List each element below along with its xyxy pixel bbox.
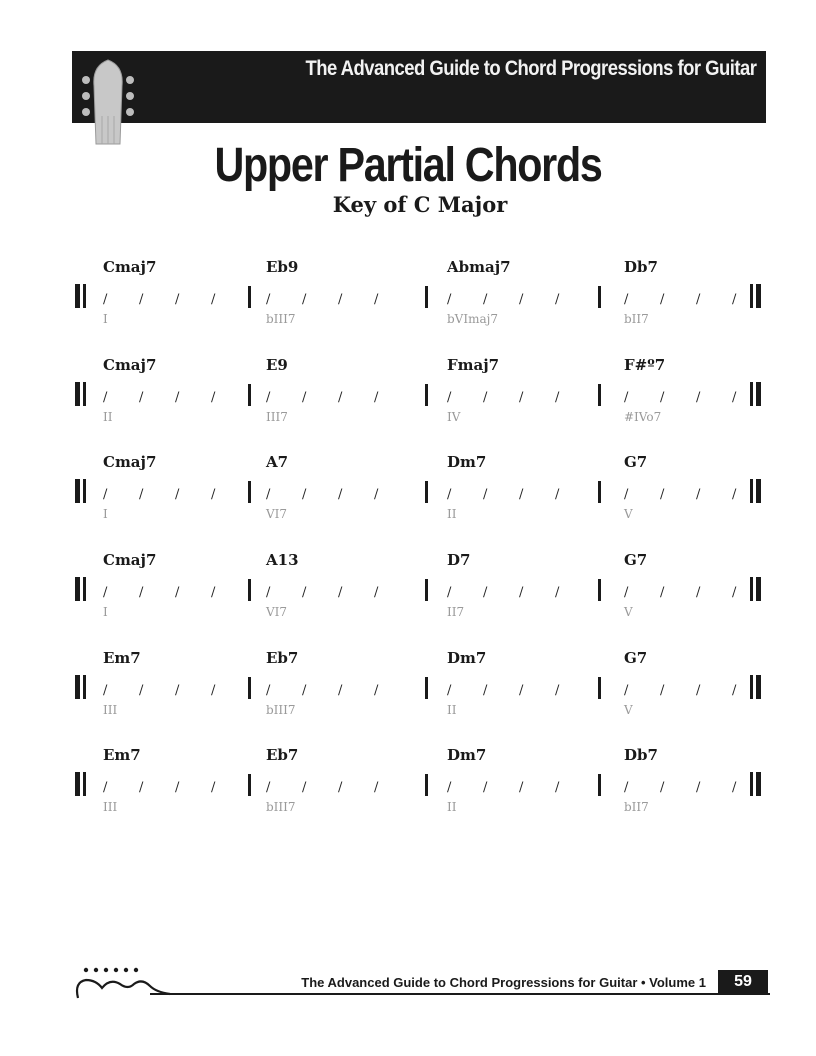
beat-slash: / [266,487,271,502]
beat-slash: / [660,780,665,795]
chord-symbol: A7 [266,453,289,471]
beat-slash: / [266,683,271,698]
beat-slash: / [338,683,343,698]
bar-line [425,286,428,308]
chord-symbol: Cmaj7 [103,258,157,276]
beat-slash: / [211,683,216,698]
beat-slash: / [624,585,629,600]
roman-numeral: bII7 [624,800,649,814]
opening-double-bar [75,577,80,601]
chord-row [0,258,816,338]
opening-double-bar [75,675,80,699]
opening-double-bar [83,479,86,503]
roman-numeral: IV [447,410,461,424]
chord-symbol: Cmaj7 [103,453,157,471]
beat-slash: / [211,585,216,600]
beat-slash: / [447,487,452,502]
bar-line [425,677,428,699]
roman-numeral: bVImaj7 [447,312,498,326]
chord-symbol: E9 [266,356,288,374]
bar-line [598,579,601,601]
footer-text: The Advanced Guide to Chord Progressions for Guitar • Volume 1 [301,975,706,990]
roman-numeral: II [447,703,457,717]
closing-double-bar [756,772,761,796]
beat-slashes [103,585,247,600]
beat-slash: / [624,487,629,502]
bar-line [248,774,251,796]
roman-numeral: bIII7 [266,312,296,326]
bar-line [425,579,428,601]
beat-slash: / [211,292,216,307]
roman-numeral: V [624,605,633,619]
beat-slash: / [447,292,452,307]
opening-double-bar [75,284,80,308]
beat-slashes [447,780,591,795]
chord-symbol: Dm7 [447,649,487,667]
beat-slash: / [374,585,379,600]
roman-numeral: I [103,312,108,326]
beat-slashes [103,683,247,698]
beat-slash: / [732,487,737,502]
closing-double-bar [750,675,753,699]
beat-slashes [103,292,247,307]
roman-numeral: I [103,605,108,619]
beat-slash: / [266,292,271,307]
beat-slash: / [302,292,307,307]
beat-slash: / [555,585,560,600]
chord-symbol: D7 [447,551,471,569]
beat-slash: / [374,487,379,502]
closing-double-bar [756,479,761,503]
roman-numeral: II [103,410,113,424]
beat-slash: / [696,780,701,795]
bar-line [598,384,601,406]
opening-double-bar [75,772,80,796]
beat-slash: / [139,487,144,502]
beat-slash: / [139,292,144,307]
beat-slash: / [302,487,307,502]
beat-slash: / [732,683,737,698]
beat-slash: / [519,585,524,600]
beat-slash: / [447,585,452,600]
bar-line [598,481,601,503]
beat-slash: / [660,292,665,307]
chord-symbol: Cmaj7 [103,356,157,374]
beat-slash: / [447,780,452,795]
chord-symbol: A13 [266,551,299,569]
roman-numeral: II [447,507,457,521]
beat-slashes [266,585,410,600]
beat-slash: / [519,780,524,795]
beat-slash: / [696,487,701,502]
beat-slash: / [175,292,180,307]
chord-symbol: Dm7 [447,746,487,764]
chord-row [0,453,816,533]
roman-numeral: bII7 [624,312,649,326]
page-number-box [718,970,768,994]
opening-double-bar [75,382,80,406]
beat-slash: / [519,292,524,307]
beat-slash: / [555,292,560,307]
beat-slash: / [338,390,343,405]
beat-slash: / [624,780,629,795]
footer-rule [150,993,770,995]
closing-double-bar [756,284,761,308]
beat-slash: / [175,390,180,405]
beat-slash: / [624,292,629,307]
beat-slash: / [266,780,271,795]
closing-double-bar [750,479,753,503]
beat-slash: / [483,780,488,795]
roman-numeral: bIII7 [266,703,296,717]
beat-slash: / [519,390,524,405]
beat-slash: / [696,292,701,307]
beat-slash: / [660,487,665,502]
roman-numeral: V [624,507,633,521]
chord-symbol: Eb7 [266,746,299,764]
beat-slash: / [103,585,108,600]
beat-slashes [103,780,247,795]
beat-slash: / [338,585,343,600]
beat-slash: / [555,390,560,405]
beat-slash: / [211,487,216,502]
chord-symbol: G7 [624,551,648,569]
beat-slash: / [103,683,108,698]
opening-double-bar [83,675,86,699]
beat-slash: / [175,585,180,600]
beat-slash: / [483,487,488,502]
beat-slash: / [338,487,343,502]
beat-slash: / [447,683,452,698]
closing-double-bar [750,382,753,406]
beat-slashes [103,487,247,502]
bar-line [598,774,601,796]
beat-slashes [447,683,591,698]
roman-numeral: III7 [266,410,288,424]
chord-row [0,551,816,631]
bar-line [248,677,251,699]
chord-symbol: Fmaj7 [447,356,500,374]
chord-symbol: G7 [624,453,648,471]
opening-double-bar [83,772,86,796]
opening-double-bar [83,382,86,406]
beat-slash: / [139,780,144,795]
chord-symbol: Eb7 [266,649,299,667]
guitar-swoosh-icon [72,962,172,1002]
roman-numeral: II [447,800,457,814]
bar-line [248,384,251,406]
beat-slash: / [302,585,307,600]
beat-slashes [266,487,410,502]
bar-line [598,286,601,308]
opening-double-bar [83,284,86,308]
chord-row [0,649,816,729]
roman-numeral: I [103,507,108,521]
beat-slash: / [139,683,144,698]
beat-slash: / [555,683,560,698]
roman-numeral: VI7 [266,507,288,521]
beat-slashes [624,292,768,307]
beat-slash: / [660,390,665,405]
beat-slash: / [302,390,307,405]
chord-row [0,746,816,826]
beat-slashes [266,292,410,307]
beat-slash: / [302,683,307,698]
beat-slash: / [175,683,180,698]
beat-slash: / [624,390,629,405]
beat-slash: / [624,683,629,698]
beat-slash: / [732,292,737,307]
beat-slashes [447,487,591,502]
beat-slash: / [483,390,488,405]
beat-slashes [266,780,410,795]
roman-numeral: V [624,703,633,717]
beat-slash: / [732,780,737,795]
chord-symbol: Db7 [624,258,658,276]
opening-double-bar [75,479,80,503]
beat-slash: / [338,780,343,795]
chord-row [0,356,816,436]
header-title: The Advanced Guide to Chord Progressions for Guitar [305,57,756,80]
beat-slash: / [696,683,701,698]
beat-slashes [624,585,768,600]
beat-slashes [624,780,768,795]
beat-slashes [624,390,768,405]
chord-symbol: Dm7 [447,453,487,471]
beat-slash: / [175,780,180,795]
bar-line [248,579,251,601]
roman-numeral: III [103,800,118,814]
page-number: 59 [734,973,752,990]
beat-slash: / [338,292,343,307]
beat-slash: / [519,487,524,502]
beat-slashes [447,292,591,307]
beat-slash: / [483,585,488,600]
beat-slash: / [374,780,379,795]
bar-line [248,286,251,308]
roman-numeral: #IVo7 [624,410,662,424]
beat-slash: / [483,683,488,698]
chord-symbol: Em7 [103,649,141,667]
beat-slash: / [103,390,108,405]
beat-slash: / [374,683,379,698]
beat-slash: / [211,780,216,795]
bar-line [425,481,428,503]
beat-slash: / [139,585,144,600]
beat-slash: / [555,487,560,502]
closing-double-bar [756,577,761,601]
chord-symbol: Abmaj7 [447,258,511,276]
beat-slash: / [302,780,307,795]
bar-line [425,774,428,796]
beat-slash: / [139,390,144,405]
beat-slashes [266,390,410,405]
beat-slash: / [266,390,271,405]
chord-symbol: Em7 [103,746,141,764]
beat-slash: / [103,780,108,795]
opening-double-bar [83,577,86,601]
beat-slash: / [103,292,108,307]
beat-slash: / [266,585,271,600]
chord-symbol: F#º7 [624,356,666,374]
beat-slashes [624,487,768,502]
bar-line [598,677,601,699]
beat-slash: / [696,585,701,600]
bar-line [425,384,428,406]
roman-numeral: II7 [447,605,465,619]
beat-slash: / [555,780,560,795]
beat-slash: / [732,585,737,600]
beat-slash: / [374,292,379,307]
beat-slash: / [696,390,701,405]
beat-slash: / [519,683,524,698]
closing-double-bar [750,284,753,308]
chord-symbol: Db7 [624,746,658,764]
beat-slash: / [660,585,665,600]
closing-double-bar [756,675,761,699]
beat-slash: / [103,487,108,502]
chord-symbol: Cmaj7 [103,551,157,569]
roman-numeral: VI7 [266,605,288,619]
page-subtitle: Key of C Major [332,192,508,217]
beat-slashes [447,390,591,405]
beat-slashes [624,683,768,698]
beat-slashes [103,390,247,405]
chord-symbol: Eb9 [266,258,299,276]
roman-numeral: III [103,703,118,717]
beat-slash: / [447,390,452,405]
beat-slashes [266,683,410,698]
bar-line [248,481,251,503]
beat-slash: / [660,683,665,698]
page-title: Upper Partial Chords [214,139,602,192]
closing-double-bar [750,772,753,796]
beat-slash: / [374,390,379,405]
beat-slashes [447,585,591,600]
beat-slash: / [732,390,737,405]
beat-slash: / [483,292,488,307]
beat-slash: / [175,487,180,502]
closing-double-bar [756,382,761,406]
closing-double-bar [750,577,753,601]
roman-numeral: bIII7 [266,800,296,814]
chord-symbol: G7 [624,649,648,667]
beat-slash: / [211,390,216,405]
